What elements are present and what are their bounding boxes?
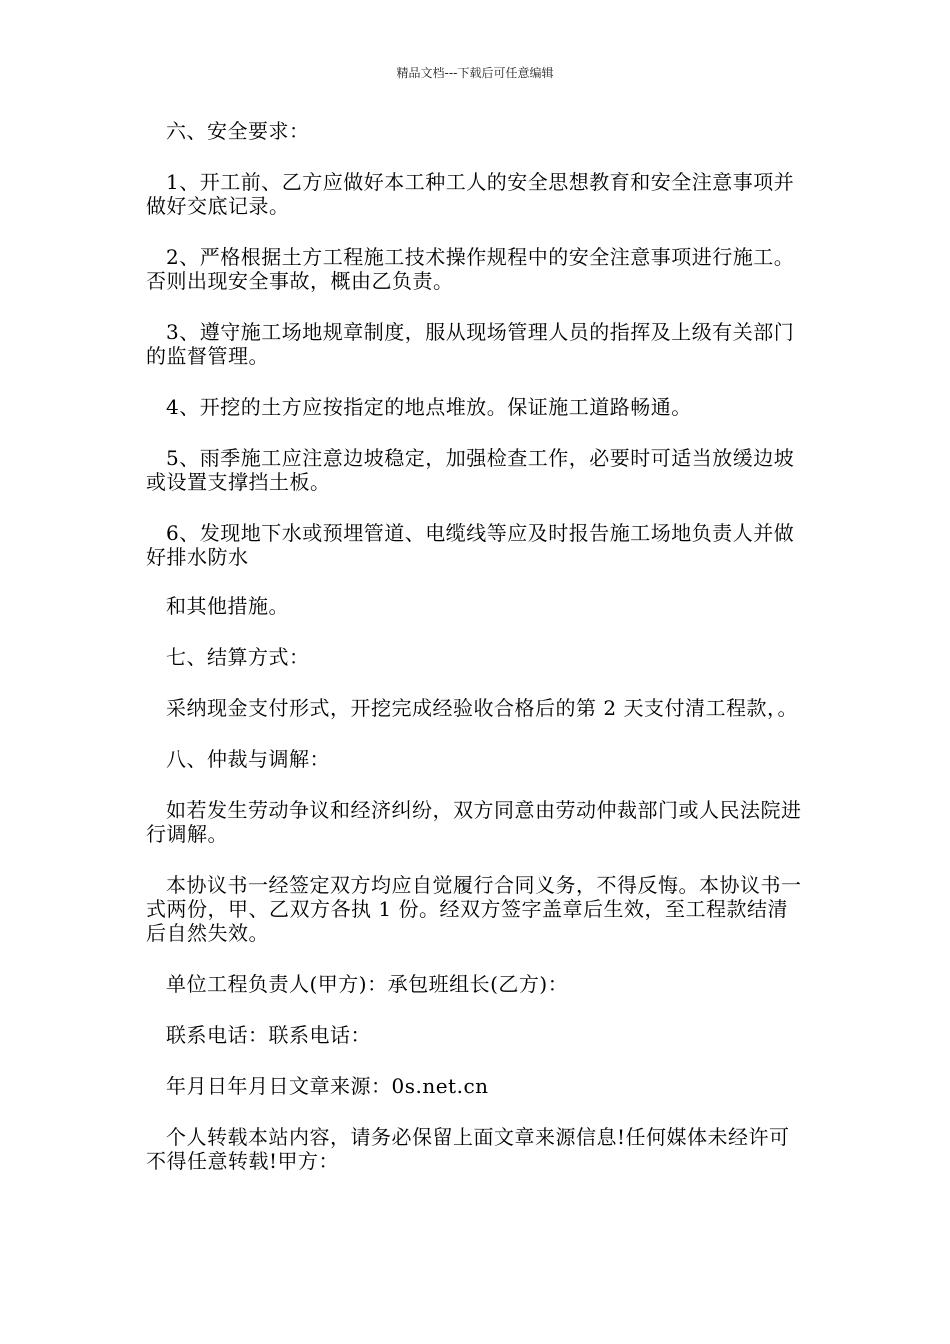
signature-line-parties: 单位工程负责人(甲方)：承包班组长(乙方)： — [166, 972, 569, 996]
paragraph-safety-6-continued: 和其他措施。 — [166, 594, 289, 618]
signature-line-dates-source: 年月日年月日文章来源：0s.net.cn — [166, 1074, 489, 1098]
paragraph-settlement: 采纳现金支付形式，开挖完成经验收合格后的第 2 天支付清工程款，。 — [166, 696, 798, 720]
paragraph-safety-1: 1、开工前、乙方应做好本工种工人的安全思想教育和安全注意事项并做好交底记录。 — [146, 170, 795, 218]
section-heading-arbitration: 八、仲裁与调解： — [166, 747, 330, 771]
paragraph-safety-5: 5、雨季施工应注意边坡稳定，加强检查工作，必要时可适当放缓边坡或设置支撑挡土板。 — [146, 446, 795, 494]
document-body — [146, 119, 808, 1200]
paragraph-safety-3: 3、遵守施工场地规章制度，服从现场管理人员的指挥及上级有关部门的监督管理。 — [146, 320, 795, 368]
paragraph-arbitration: 如若发生劳动争议和经济纠纷，双方同意由劳动仲裁部门或人民法院进行调解。 — [146, 798, 802, 846]
paragraph-safety-6: 6、发现地下水或预埋管道、电缆线等应及时报告施工场地负责人并做好排水防水 — [146, 521, 795, 569]
page-header: 精品文档---下载后可任意编辑 — [396, 66, 554, 80]
paragraph-agreement: 本协议书一经签定双方均应自觉履行合同义务，不得反悔。本协议书一式两份，甲、乙双方各执 1 份。经双方签字盖章后生效，至工程款结清后自然失效。 — [146, 873, 802, 945]
section-heading-settlement: 七、结算方式： — [166, 645, 310, 669]
section-heading-safety: 六、安全要求： — [166, 119, 310, 143]
paragraph-safety-4: 4、开挖的土方应按指定的地点堆放。保证施工道路畅通。 — [166, 395, 692, 419]
paragraph-safety-2: 2、严格根据土方工程施工技术操作规程中的安全注意事项进行施工。否则出现安全事故，概由乙负责。 — [146, 245, 795, 293]
signature-line-phones: 联系电话：联系电话： — [166, 1023, 371, 1047]
paragraph-reprint-notice: 个人转载本站内容，请务必保留上面文章来源信息!任何媒体未经许可不得任意转载!甲方： — [146, 1125, 790, 1173]
